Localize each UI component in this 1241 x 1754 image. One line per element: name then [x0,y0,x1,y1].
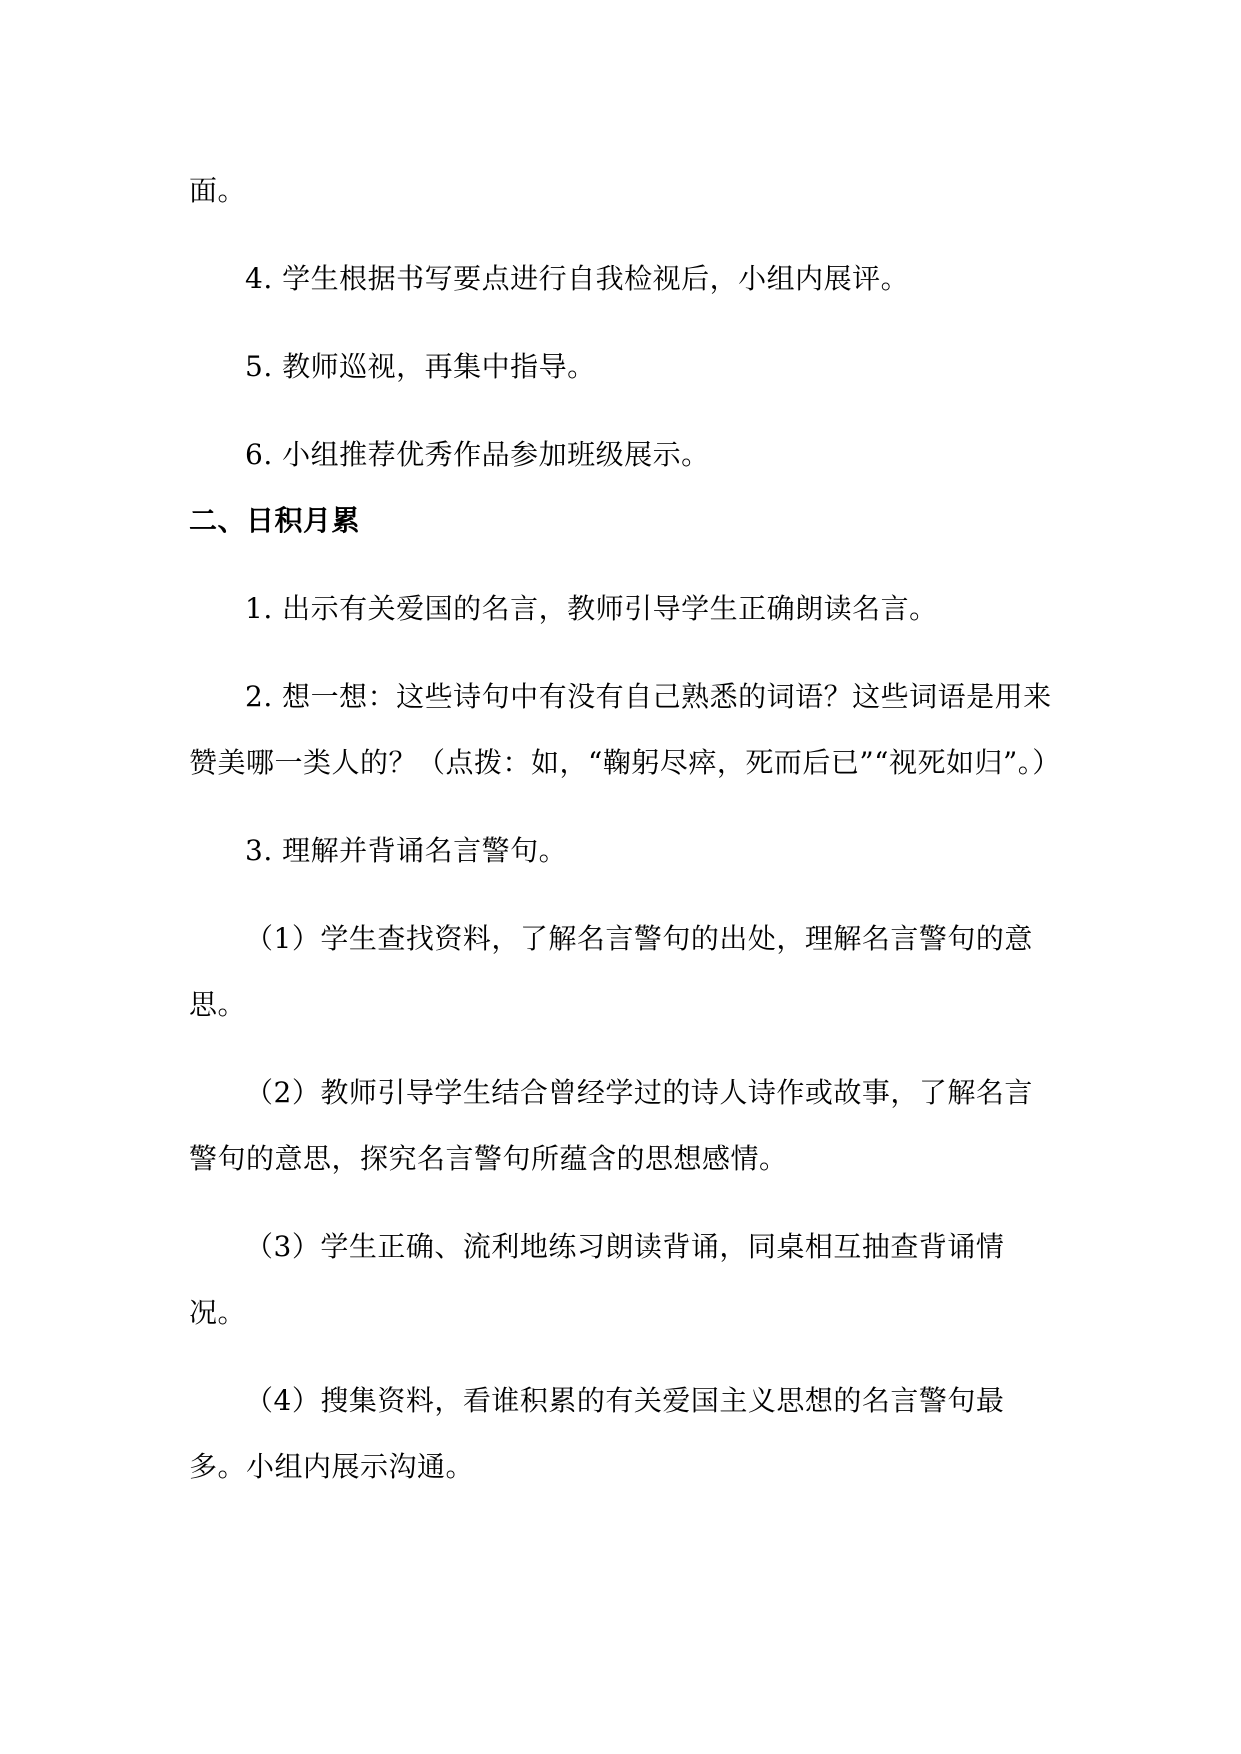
paragraph-substep-2: （2）教师引导学生结合曾经学过的诗人诗作或故事，了解名言警句的意思，探究名言警句所蕴含的思想感情。 [189,1076,1033,1175]
paragraph-continuation: 面。 [189,174,247,207]
paragraph-substep-3: （3）学生正确、流利地练习朗读背诵，同桌相互抽查背诵情况。 [189,1230,1005,1329]
paragraph-step-3: 3. 理解并背诵名言警句。 [245,834,568,867]
paragraph-step-5: 5. 教师巡视，再集中指导。 [245,350,596,383]
paragraph-substep-1: （1）学生查找资料，了解名言警句的出处，理解名言警句的意思。 [189,922,1033,1021]
paragraph-step-6: 6. 小组推荐优秀作品参加班级展示。 [245,438,710,471]
paragraph-substep-4: （4）搜集资料，看谁积累的有关爱国主义思想的名言警句最多。小组内展示沟通。 [189,1384,1005,1483]
paragraph-step-2: 2. 想一想：这些诗句中有没有自己熟悉的词语？这些词语是用来赞美哪一类人的？（点拨：如，“鞠躬尽瘁，死而后已”“视死如归”。） [189,680,1061,779]
section-heading: 二、日积月累 [189,504,361,537]
document-body [189,158,1061,1500]
paragraph-step-1: 1. 出示有关爱国的名言，教师引导学生正确朗读名言。 [245,592,938,625]
paragraph-step-4: 4. 学生根据书写要点进行自我检视后，小组内展评。 [245,262,910,295]
